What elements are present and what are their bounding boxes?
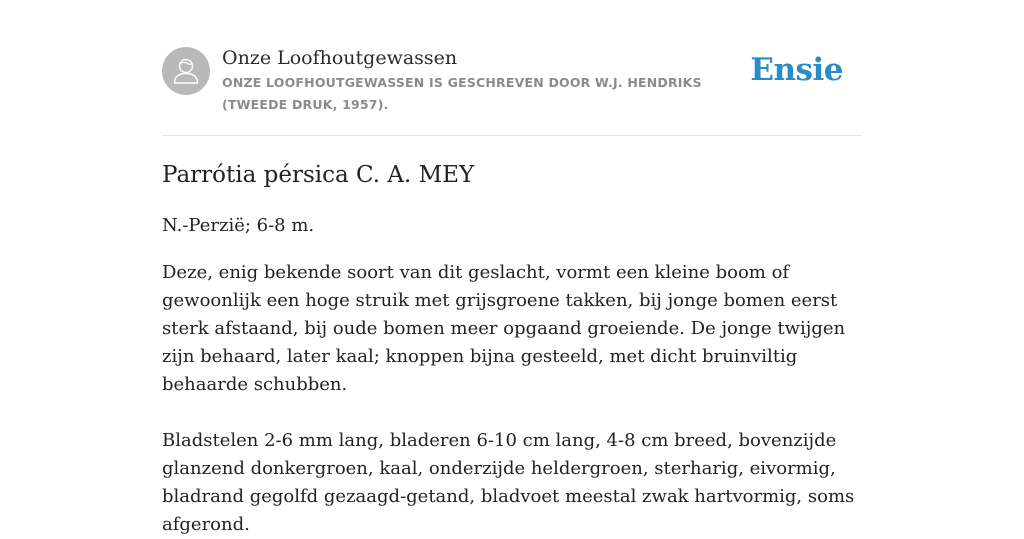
brand-logo[interactable]: Ensie (750, 52, 843, 88)
book-subtitle: ONZE LOOFHOUTGEWASSEN IS GESCHREVEN DOOR W.J. HENDRIKS (TWEEDE DRUK, 1957). (222, 75, 702, 112)
entry-paragraph: N.-Perzië; 6-8 m. (162, 215, 315, 236)
avatar[interactable] (162, 47, 210, 95)
user-silhouette-icon (162, 47, 210, 95)
page (162, 0, 862, 535)
entry-title: Parrótia pérsica C. A. MEY (162, 162, 475, 188)
book-title[interactable]: Onze Loofhoutgewassen (222, 47, 458, 69)
header (162, 0, 862, 136)
entry-paragraph: Bladstelen 2-6 mm lang, bladeren 6-10 cm lang, 4-8 cm breed, bovenzijde glanzend donkergroen, kaal, onderzijde heldergroen, sterharig, eivormig, bladrand gegolfd gezaagd-getand, bladvoet meestal zwak hartvormig, soms afgerond. (162, 430, 855, 535)
entry-content (162, 212, 862, 539)
entry-paragraph: Deze, enig bekende soort van dit geslacht, vormt een kleine boom of gewoonlijk een hoge struik met grijsgroene takken, bij jonge bomen eerst sterk afstaand, bij oude bomen meer opgaand groeiende. De jonge twijgen zijn behaard, later kaal; knoppen bijna gesteeld, met dicht bruinviltig behaarde schubben. (162, 262, 846, 395)
